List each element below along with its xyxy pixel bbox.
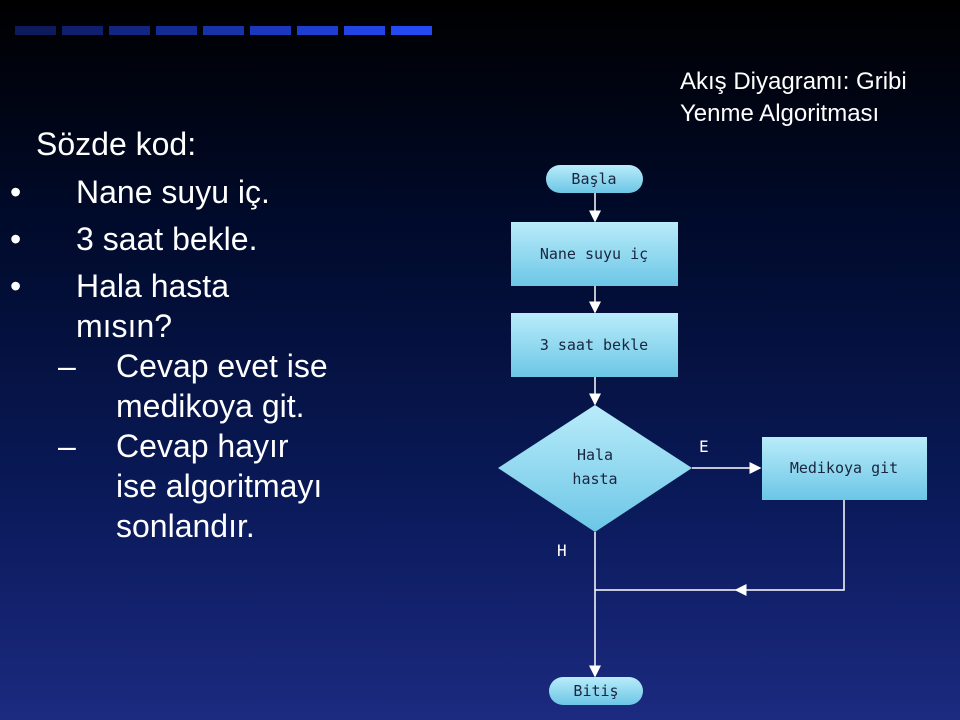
start-node-label: Başla <box>571 170 617 188</box>
dash-marker: – <box>58 428 76 464</box>
bullet-marker: • <box>10 268 22 304</box>
bullet-marker: • <box>10 221 22 257</box>
pseudocode-substep-text: Cevap evet ise medikoya git. <box>116 348 328 424</box>
flowchart-title: Akış Diyagramı: Gribi Yenme Algoritması <box>680 68 907 127</box>
pseudocode-heading: Sözde kod: <box>36 126 197 162</box>
process-node-step1-label: Nane suyu iç <box>539 245 649 263</box>
dash-marker: – <box>58 348 76 384</box>
pseudocode-step-text: Hala hasta mısın? <box>76 268 229 344</box>
process-node-step2-label: 3 saat bekle <box>539 336 649 354</box>
pseudocode-substep-text: Cevap hayır ise algoritmayı sonlandır. <box>116 428 323 544</box>
yes-branch-label: E <box>699 437 709 456</box>
pseudocode-step-text: Nane suyu iç. <box>76 174 270 210</box>
process-node-action-label: Medikoya git <box>789 459 899 477</box>
pseudocode-step-text: 3 saat bekle. <box>76 221 258 257</box>
bullet-marker: • <box>10 174 22 210</box>
no-branch-label: H <box>557 541 567 560</box>
connector-action-return <box>736 500 844 590</box>
decision-node-label-line2: hasta <box>572 470 618 488</box>
end-node-label: Bitiş <box>573 682 619 700</box>
decision-node <box>498 405 692 532</box>
decision-node-label-line1: Hala <box>576 446 614 464</box>
